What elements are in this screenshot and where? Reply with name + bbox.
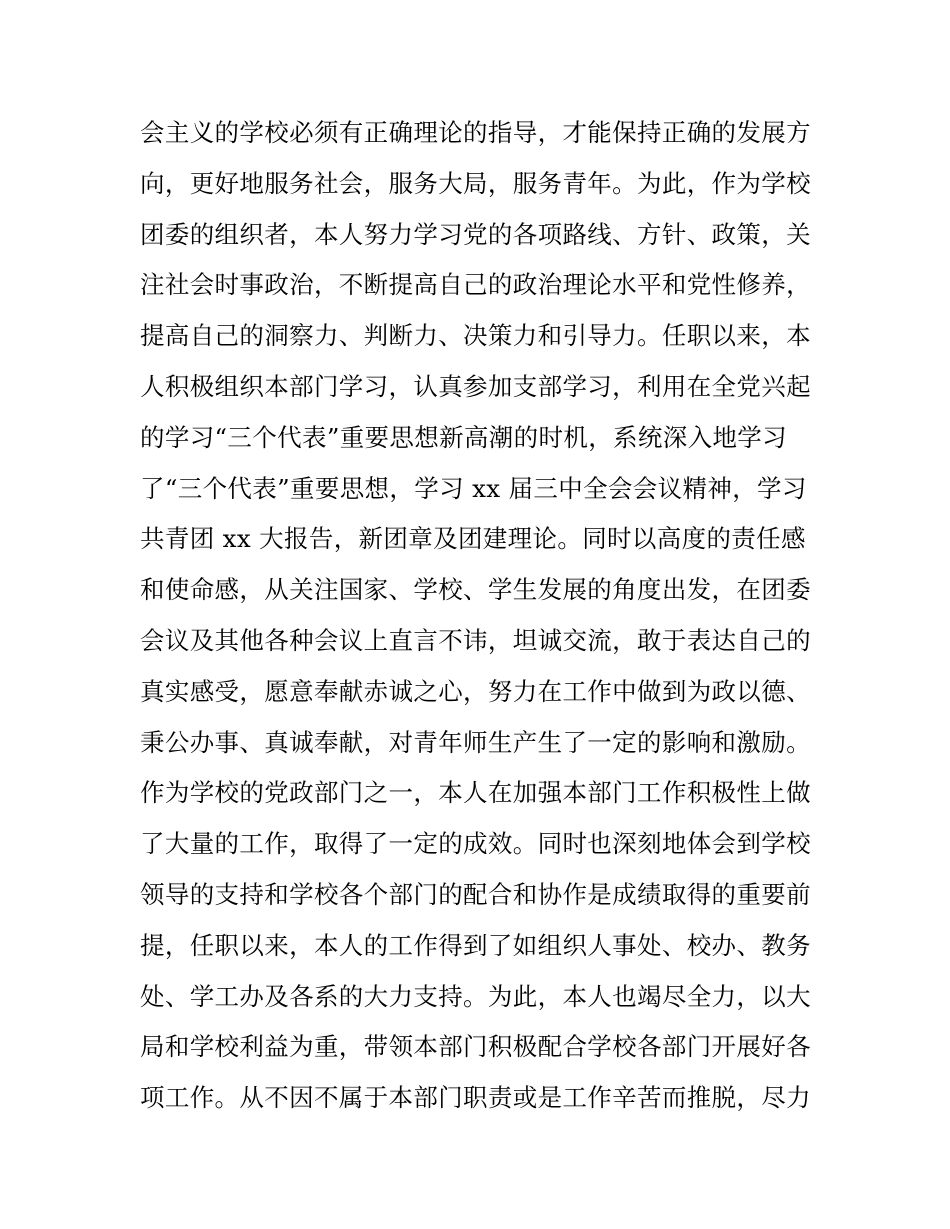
text-line: 了“三个代表”重要思想，学习 xx 届三中全会会议精神，学习 bbox=[140, 473, 807, 503]
text-line: 会主义的学校必须有正确理论的指导，才能保持正确的发展方 bbox=[140, 118, 811, 147]
text-line: 秉公办事、真诚奉献，对青年师生产生了一定的影响和激励。 bbox=[140, 727, 811, 757]
text-line: 会议及其他各种会议上直言不讳，坦诚交流，敢于表达自己的 bbox=[140, 625, 811, 655]
text-line: 局和学校利益为重，带领本部门积极配合学校各部门开展好各 bbox=[140, 1032, 811, 1062]
text-line: 真实感受，愿意奉献赤诚之心，努力在工作中做到为政以德、 bbox=[140, 676, 811, 706]
body-text bbox=[140, 108, 820, 1124]
text-line: 和使命感，从关注国家、学校、学生发展的角度出发，在团委 bbox=[140, 575, 811, 605]
text-line: 人积极组织本部门学习，认真参加支部学习，利用在全党兴起 bbox=[140, 371, 811, 401]
text-line: 了大量的工作，取得了一定的成效。同时也深刻地体会到学校 bbox=[140, 829, 811, 859]
text-line: 处、学工办及各系的大力支持。为此，本人也竭尽全力，以大 bbox=[140, 981, 811, 1011]
text-line: 提，任职以来，本人的工作得到了如组织人事处、校办、教务 bbox=[140, 930, 811, 960]
text-line: 的学习“三个代表”重要思想新高潮的时机，系统深入地学习 bbox=[140, 422, 787, 452]
text-line: 提高自己的洞察力、判断力、决策力和引导力。任职以来，本 bbox=[140, 321, 811, 351]
text-line: 向，更好地服务社会，服务大局，服务青年。为此，作为学校 bbox=[140, 168, 811, 198]
text-line: 团委的组织者，本人努力学习党的各项路线、方针、政策，关 bbox=[140, 219, 811, 249]
text-line: 共青团 xx 大报告，新团章及团建理论。同时以高度的责任感 bbox=[140, 524, 806, 554]
text-line: 注社会时事政治，不断提高自己的政治理论水平和党性修养， bbox=[140, 270, 811, 300]
text-line: 领导的支持和学校各个部门的配合和协作是成绩取得的重要前 bbox=[140, 879, 811, 909]
text-line: 作为学校的党政部门之一，本人在加强本部门工作积极性上做 bbox=[140, 778, 811, 808]
text-line: 项工作。从不因不属于本部门职责或是工作辛苦而推脱，尽力 bbox=[140, 1083, 811, 1113]
